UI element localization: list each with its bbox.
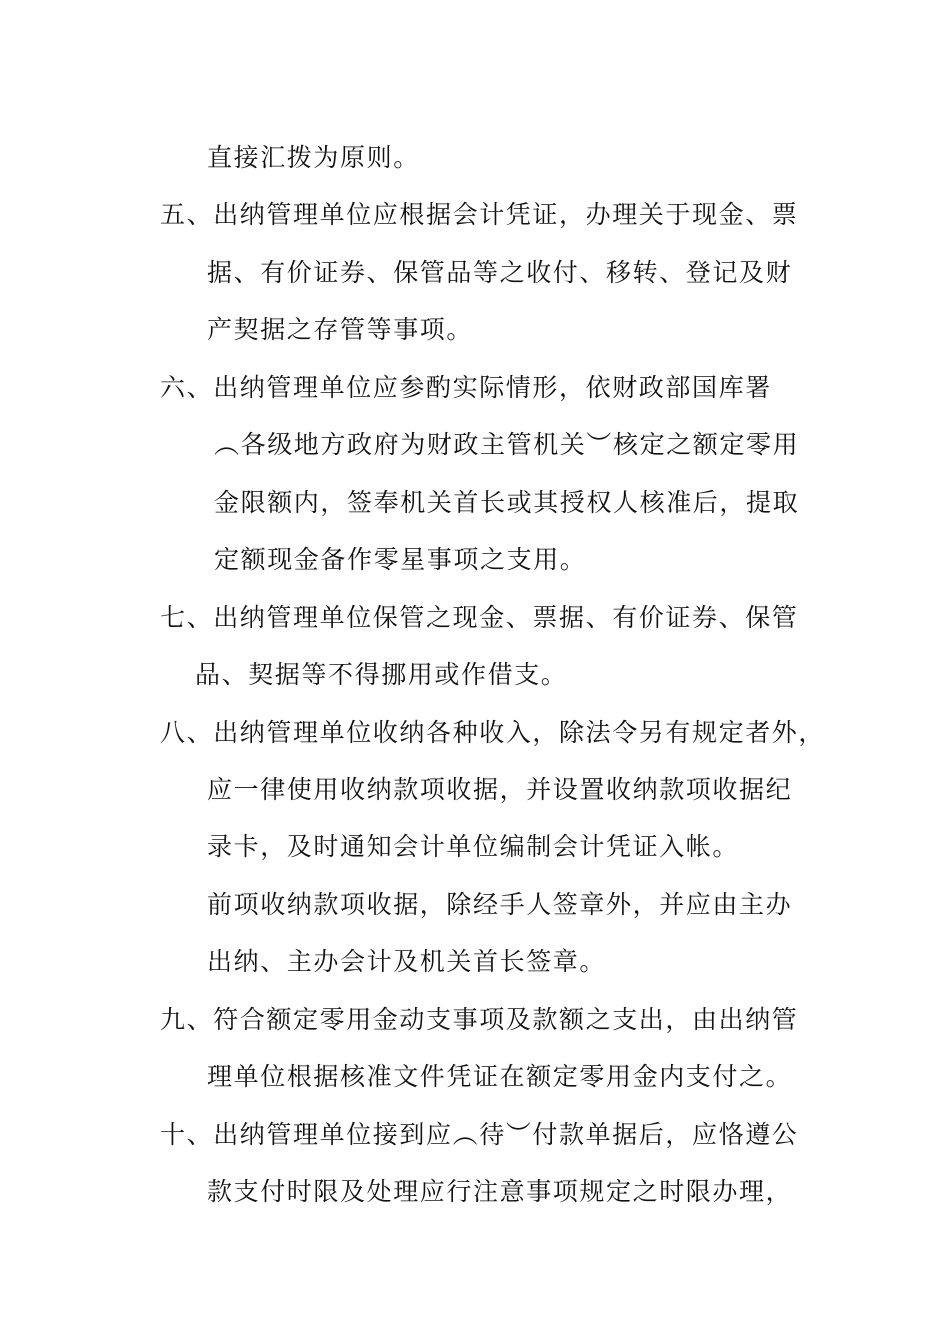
text-line: 款支付时限及处理应行注意事项规定之时限办理， xyxy=(207,1177,793,1206)
text-line: 理单位根据核准文件凭证在额定零用金内支付之。 xyxy=(207,1062,793,1091)
text-line: 出纳、主办会计及机关首长签章。 xyxy=(207,947,607,976)
text-line: 据、有价证券、保管品等之收付、移转、登记及财 xyxy=(207,258,793,287)
text-line: 前项收纳款项收据，除经手人签章外，并应由主办 xyxy=(207,890,793,919)
text-line: 品、契据等不得挪用或作借支。 xyxy=(195,660,568,689)
text-line: 直接汇拨为原则。 xyxy=(207,143,420,172)
text-line: ︵各级地方政府为财政主管机关︶核定之额定零用 xyxy=(214,430,800,459)
text-line: 录卡，及时通知会计单位编制会计凭证入帐。 xyxy=(207,832,740,861)
text-line: 十、出纳管理单位接到应︵待︶付款单据后，应恪遵公 xyxy=(160,1120,799,1149)
text-line: 应一律使用收纳款项收据，并设置收纳款项收据纪 xyxy=(207,775,793,804)
text-line: 定额现金备作零星事项之支用。 xyxy=(214,545,587,574)
text-line: 金限额内，签奉机关首长或其授权人核准后，提取 xyxy=(214,488,800,517)
text-line: 八、出纳管理单位收纳各种收入，除法令另有规定者外， xyxy=(160,718,826,747)
text-line: 五、出纳管理单位应根据会计凭证，办理关于现金、票 xyxy=(160,200,799,229)
text-line: 六、出纳管理单位应参酌实际情形，依财政部国库署 xyxy=(160,373,772,402)
text-line: 七、出纳管理单位保管之现金、票据、有价证券、保管 xyxy=(160,603,799,632)
text-line: 九、符合额定零用金动支事项及款额之支出，由出纳管 xyxy=(160,1005,799,1034)
text-line: 产契据之存管等事项。 xyxy=(207,315,474,344)
